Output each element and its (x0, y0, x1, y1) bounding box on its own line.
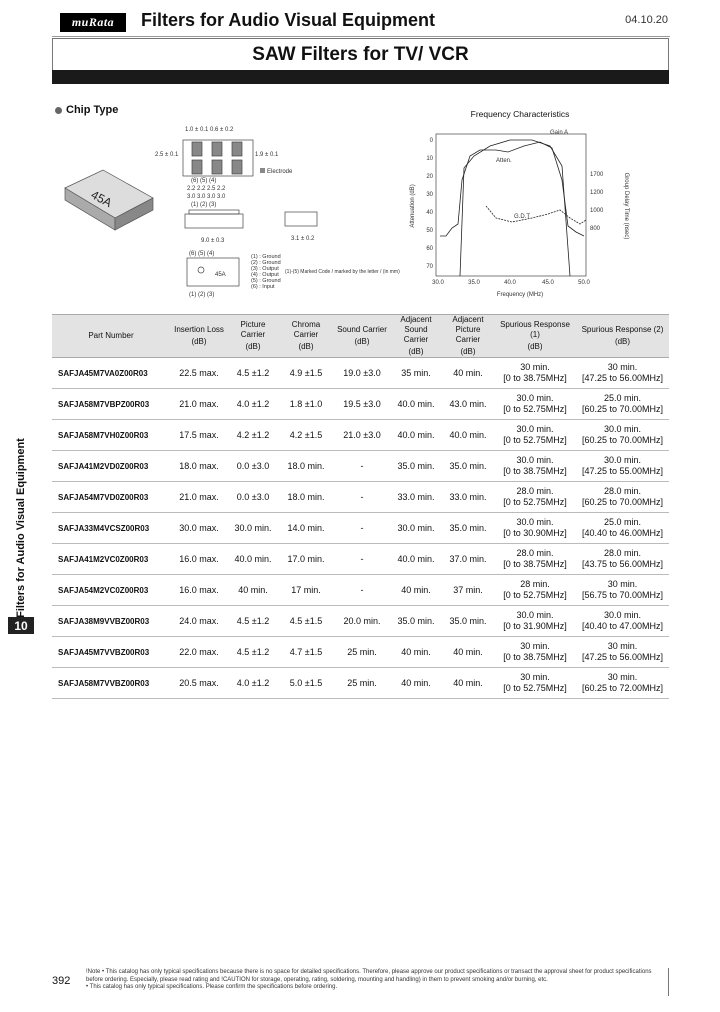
sound-carrier: - (334, 451, 390, 482)
col-adjacent-sound: Adjacent Sound Carrier (dB) (390, 315, 442, 358)
section-heading (55, 104, 118, 116)
adjacent-sound: 40.0 min. (390, 420, 442, 451)
insertion-loss: 16.0 max. (170, 575, 228, 606)
spurious-2: 30 min. [60.25 to 72.00MHz] (576, 668, 669, 699)
right-axis-label: Group Delay Time (nsec) (623, 172, 629, 240)
chroma-carrier: 4.7 ±1.5 (278, 637, 334, 668)
curve-label-atten: Atten. (496, 158, 512, 164)
adjacent-picture: 35.0 min. (442, 606, 494, 637)
sound-carrier: - (334, 544, 390, 575)
spurious-1: 30.0 min. [0 to 38.75MHz] (494, 451, 576, 482)
width-dim-label: 9.0 ± 0.3 (201, 238, 225, 244)
footer-note (86, 969, 666, 992)
header-divider (52, 36, 670, 37)
table-row (52, 389, 669, 420)
chroma-carrier: 5.0 ±1.5 (278, 668, 334, 699)
note-line-2: before ordering. Especially, please read rating and !CAUTION for storage, operating, rating, soldering, mounting and handling) in them to prevent smoking and/or burning, etc. (86, 976, 548, 983)
top-pads-label: (6) (5) (4) (189, 251, 215, 257)
grid-row1: 2.2 2.2 2.5 2.2 (187, 186, 226, 192)
picture-carrier: 4.5 ±1.2 (228, 606, 278, 637)
curve-label-gain: Gain A (550, 130, 569, 136)
adjacent-picture: 40.0 min. (442, 420, 494, 451)
pin-6: (6) : Input (251, 284, 275, 290)
right-tick: 1200 (590, 190, 604, 196)
sound-carrier: 20.0 min. (334, 606, 390, 637)
insertion-loss: 24.0 max. (170, 606, 228, 637)
table-row (52, 544, 669, 575)
insertion-loss: 21.0 max. (170, 482, 228, 513)
spurious-1: 30.0 min. [0 to 31.90MHz] (494, 606, 576, 637)
pin-1: (1) : Ground (251, 254, 281, 260)
part-number: SAFJA45M7VVBZ00R03 (52, 637, 170, 668)
col-spurious-1: Spurious Response (1) (dB) (494, 315, 576, 358)
x-axis-label: Frequency (MHz) (496, 292, 544, 298)
spurious-2: 25.0 min. [40.40 to 46.00MHz] (576, 513, 669, 544)
spurious-2: 28.0 min. [60.25 to 70.00MHz] (576, 482, 669, 513)
insertion-loss: 22.5 max. (170, 358, 228, 389)
brand-logo: muRata (60, 13, 126, 32)
adjacent-sound: 35.0 min. (390, 606, 442, 637)
chroma-carrier: 18.0 min. (278, 451, 334, 482)
insertion-loss: 21.0 max. (170, 389, 228, 420)
passband-curve (460, 140, 570, 276)
right-ticks (590, 172, 604, 232)
y-tick: 40 (426, 210, 433, 216)
insertion-loss: 17.5 max. (170, 420, 228, 451)
side-tab-number: 10 (8, 617, 34, 634)
insertion-loss: 18.0 max. (170, 451, 228, 482)
part-number: SAFJA41M2VD0Z00R03 (52, 451, 170, 482)
title-bar (52, 70, 669, 84)
x-ticks (432, 280, 590, 286)
table-row (52, 482, 669, 513)
side-view (185, 210, 317, 228)
adjacent-sound: 40 min. (390, 575, 442, 606)
part-number: SAFJA38M9VVBZ00R03 (52, 606, 170, 637)
col-chroma-carrier: Chroma Carrier (dB) (278, 315, 334, 358)
section-label: Chip Type (66, 104, 119, 116)
col-sound-carrier: Sound Carrier (dB) (334, 315, 390, 358)
y-tick: 0 (429, 138, 433, 144)
chroma-carrier: 1.8 ±1.0 (278, 389, 334, 420)
height-dim-label: 3.1 ± 0.2 (291, 236, 315, 242)
chroma-carrier: 17.0 min. (278, 544, 334, 575)
footer-divider (668, 968, 669, 996)
table-row (52, 420, 669, 451)
adjacent-sound: 40 min. (390, 637, 442, 668)
right-tick: 1000 (590, 208, 604, 214)
insertion-loss: 16.0 max. (170, 544, 228, 575)
table-row (52, 451, 669, 482)
part-number: SAFJA58M7VH0Z00R03 (52, 420, 170, 451)
x-tick: 50.0 (578, 280, 590, 286)
sound-carrier: 25 min. (334, 668, 390, 699)
y-tick: 50 (426, 228, 433, 234)
x-tick: 40.0 (504, 280, 516, 286)
adjacent-sound: 35 min. (390, 358, 442, 389)
table-row (52, 575, 669, 606)
table-row (52, 513, 669, 544)
spec-table (52, 314, 669, 699)
picture-carrier: 4.5 ±1.2 (228, 637, 278, 668)
y-tick: 60 (426, 246, 433, 252)
pin-list (251, 254, 281, 290)
chroma-carrier: 17 min. (278, 575, 334, 606)
adjacent-picture: 35.0 min. (442, 451, 494, 482)
note-line-3: • This catalog has only typical specifications. Please confirm the specifications before ordering. (86, 984, 338, 990)
adjacent-sound: 33.0 min. (390, 482, 442, 513)
sound-carrier: - (334, 513, 390, 544)
top-view (187, 258, 239, 286)
spurious-2: 28.0 min. [43.75 to 56.00MHz] (576, 544, 669, 575)
sound-carrier: 21.0 ±3.0 (334, 420, 390, 451)
adjacent-picture: 37.0 min. (442, 544, 494, 575)
sound-carrier: 25 min. (334, 637, 390, 668)
picture-carrier: 30.0 min. (228, 513, 278, 544)
adjacent-sound: 35.0 min. (390, 451, 442, 482)
col-picture-carrier: Picture Carrier (dB) (228, 315, 278, 358)
electrode-label: Electrode (267, 169, 293, 175)
y-tick: 70 (426, 264, 433, 270)
col-part-number: Part Number (52, 315, 170, 358)
adjacent-sound: 30.0 min. (390, 513, 442, 544)
part-number: SAFJA54M2VC0Z00R03 (52, 575, 170, 606)
y-tick: 20 (426, 174, 433, 180)
sound-carrier: - (334, 482, 390, 513)
page-title: SAW Filters for TV/ VCR (52, 38, 669, 70)
picture-carrier: 4.5 ±1.2 (228, 358, 278, 389)
picture-carrier: 0.0 ±3.0 (228, 482, 278, 513)
chroma-carrier: 4.9 ±1.5 (278, 358, 334, 389)
pin-4: (4) : Output (251, 272, 279, 278)
y-tick: 30 (426, 192, 433, 198)
table-header-row (52, 315, 669, 358)
dim-left-label: 2.5 ± 0.1 (155, 152, 179, 158)
adjacent-sound: 40.0 min. (390, 389, 442, 420)
spurious-1: 30.0 min. [0 to 52.75MHz] (494, 420, 576, 451)
gdt-curve (486, 206, 586, 224)
plot-area (436, 134, 586, 276)
adjacent-picture: 43.0 min. (442, 389, 494, 420)
attenuation-curve (440, 142, 584, 236)
picture-carrier: 40.0 min. (228, 544, 278, 575)
picture-carrier: 4.0 ±1.2 (228, 389, 278, 420)
side-tab (8, 437, 34, 618)
curves (440, 140, 586, 276)
x-tick: 30.0 (432, 280, 444, 286)
insertion-loss: 22.0 max. (170, 637, 228, 668)
col-spurious-2: Spurious Response (2) (dB) (576, 315, 669, 358)
part-number: SAFJA54M7VD0Z00R03 (52, 482, 170, 513)
pad-layout (183, 140, 253, 176)
adjacent-picture: 35.0 min. (442, 513, 494, 544)
right-tick: 800 (590, 226, 601, 232)
right-tick: 1700 (590, 172, 604, 178)
chip-dimension-diagram (55, 118, 400, 308)
x-tick: 45.0 (542, 280, 554, 286)
electrode-swatch (260, 168, 265, 173)
col-insertion-loss: Insertion Loss (dB) (170, 315, 228, 358)
spurious-1: 30 min. [0 to 38.75MHz] (494, 358, 576, 389)
chroma-carrier: 18.0 min. (278, 482, 334, 513)
table-row (52, 668, 669, 699)
spurious-1: 28.0 min. [0 to 38.75MHz] (494, 544, 576, 575)
header-date: 04.10.20 (625, 14, 668, 26)
chip-3d-image (65, 170, 153, 230)
spurious-2: 30.0 min. [40.40 to 47.00MHz] (576, 606, 669, 637)
col-adjacent-picture: Adjacent Picture Carrier (dB) (442, 315, 494, 358)
spurious-2: 30 min. [47.25 to 56.00MHz] (576, 637, 669, 668)
spurious-1: 30.0 min. [0 to 52.75MHz] (494, 389, 576, 420)
header-title: Filters for Audio Visual Equipment (141, 10, 436, 30)
sound-carrier: 19.0 ±3.0 (334, 358, 390, 389)
adjacent-picture: 40 min. (442, 668, 494, 699)
y-axis-label: Attenuation (dB) (410, 184, 416, 228)
spurious-1: 28 min. [0 to 52.75MHz] (494, 575, 576, 606)
adjacent-picture: 40 min. (442, 637, 494, 668)
pin-2: (2) : Ground (251, 260, 281, 266)
side-tab-label: Filters for Audio Visual Equipment (15, 437, 27, 618)
chip-marking: 45A (88, 187, 115, 210)
table-body (52, 358, 669, 699)
chroma-carrier: 4.2 ±1.5 (278, 420, 334, 451)
adjacent-sound: 40 min. (390, 668, 442, 699)
page-number: 392 (52, 975, 71, 987)
chart-title: Frequency Characteristics (470, 109, 570, 119)
chroma-carrier: 4.5 ±1.5 (278, 606, 334, 637)
adjacent-picture: 37 min. (442, 575, 494, 606)
bottom-pads-label: (1) (2) (3) (189, 292, 215, 298)
picture-carrier: 4.0 ±1.2 (228, 668, 278, 699)
dim-top-label: 1.0 ± 0.1 0.6 ± 0.2 (185, 127, 234, 133)
top-marking: 45A (215, 272, 226, 278)
adjacent-picture: 33.0 min. (442, 482, 494, 513)
part-number: SAFJA45M7VA0Z00R03 (52, 358, 170, 389)
pin-3: (3) : Output (251, 266, 279, 272)
picture-carrier: 40 min. (228, 575, 278, 606)
pin-5: (5) : Ground (251, 278, 281, 284)
spurious-2: 30.0 min. [47.25 to 55.00MHz] (576, 451, 669, 482)
part-number: SAFJA41M2VC0Z00R03 (52, 544, 170, 575)
insertion-loss: 30.0 max. (170, 513, 228, 544)
spurious-1: 30 min. [0 to 38.75MHz] (494, 637, 576, 668)
pads-bottom-label: (1) (2) (3) (191, 202, 217, 208)
sound-carrier: 19.5 ±3.0 (334, 389, 390, 420)
picture-carrier: 4.2 ±1.2 (228, 420, 278, 451)
spurious-2: 30.0 min. [60.25 to 70.00MHz] (576, 420, 669, 451)
spurious-2: 25.0 min. [60.25 to 70.00MHz] (576, 389, 669, 420)
part-number: SAFJA58M7VVBZ00R03 (52, 668, 170, 699)
bullet-icon (55, 107, 62, 114)
frequency-chart (400, 106, 640, 302)
curve-label-gdt: G.D.T (514, 214, 530, 220)
y-tick: 10 (426, 156, 433, 162)
pads-top-label: (6) (5) (4) (191, 178, 217, 184)
spurious-2: 30 min. [56.75 to 70.00MHz] (576, 575, 669, 606)
table-row (52, 637, 669, 668)
adjacent-sound: 40.0 min. (390, 544, 442, 575)
part-number: SAFJA33M4VCSZ00R03 (52, 513, 170, 544)
insertion-loss: 20.5 max. (170, 668, 228, 699)
part-number: SAFJA58M7VBPZ00R03 (52, 389, 170, 420)
picture-carrier: 0.0 ±3.0 (228, 451, 278, 482)
adjacent-picture: 40 min. (442, 358, 494, 389)
spurious-1: 30.0 min. [0 to 30.90MHz] (494, 513, 576, 544)
table-row (52, 606, 669, 637)
chroma-carrier: 14.0 min. (278, 513, 334, 544)
note-line-1: !Note • This catalog has only typical specifications because there is no space for detailed specifications. Therefore, please approve our product specifications or transact the approval sheet for product specifications (86, 969, 652, 975)
dim-right-label: 1.9 ± 0.1 (255, 152, 279, 158)
x-tick: 35.0 (468, 280, 480, 286)
spurious-1: 28.0 min. [0 to 52.75MHz] (494, 482, 576, 513)
diagram-note: (1)-(5) Marked Code / marked by the letter / (in mm) (285, 269, 400, 275)
sound-carrier: - (334, 575, 390, 606)
spurious-1: 30 min. [0 to 52.75MHz] (494, 668, 576, 699)
spurious-2: 30 min. [47.25 to 56.00MHz] (576, 358, 669, 389)
y-ticks (426, 138, 433, 270)
table-row (52, 358, 669, 389)
grid-row2: 3.0 3.0 3.0 3.0 (187, 194, 226, 200)
